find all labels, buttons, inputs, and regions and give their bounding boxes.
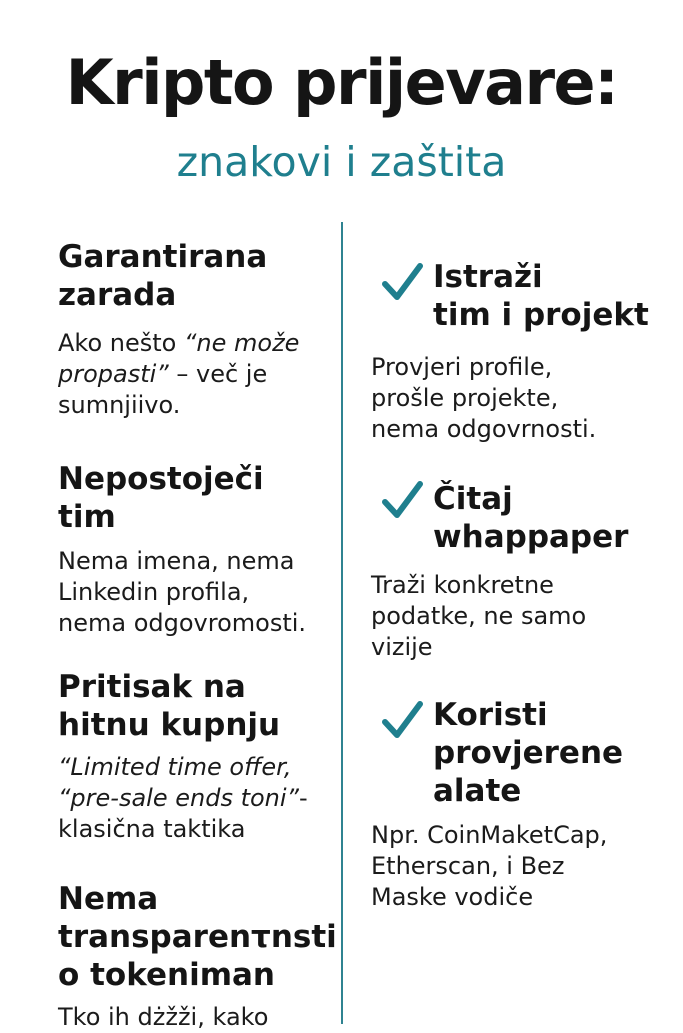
warning-body-text: – več je sumnjiivo. [58,360,268,419]
tip-heading: Koristi provjerene alate [433,697,624,809]
warning-body: Nema imena, nema Linkedin profila, nema odgovromosti. [58,547,307,637]
tip-body: Provjeri profile, prošle projekte, nema odgovrnosti. [371,353,597,443]
tip-heading: Istraži tim i projekt [433,259,649,333]
warning-body-quote: “ne može propasti” [58,329,300,388]
page-title: Kripto prijevare: [65,46,618,119]
warning-heading: Pritisak na hitnu kupnju [58,669,281,743]
warning-heading: Garantirana zarada [58,239,268,313]
check-icon [380,698,424,742]
column-divider [341,222,343,1024]
check-icon [380,478,424,522]
warning-body-quote: “Limited time offer, “pre-sale ends toni” [58,753,299,812]
tip-body: Traži konkretne podatke, ne samo vizije [371,571,587,661]
warning-body [58,328,299,421]
warning-heading: Nepostoječi tim [58,461,264,535]
warning-body: Tko ih dżžži, kako [58,1003,269,1031]
tip-body: Npr. CoinMaketCap, Etherscan, i Bez Maske vodiče [371,821,608,911]
page-subtitle: znakovi i zaštita [176,138,507,186]
warning-heading: Nema transparenτnsti o tokeniman [58,881,337,993]
warning-body-text: Ako nešto [58,329,184,357]
tip-heading: Čitaj whappaper [433,481,629,555]
check-icon [380,260,424,304]
warning-body [58,752,308,845]
warning-body-text: - klasična taktika [58,784,308,843]
